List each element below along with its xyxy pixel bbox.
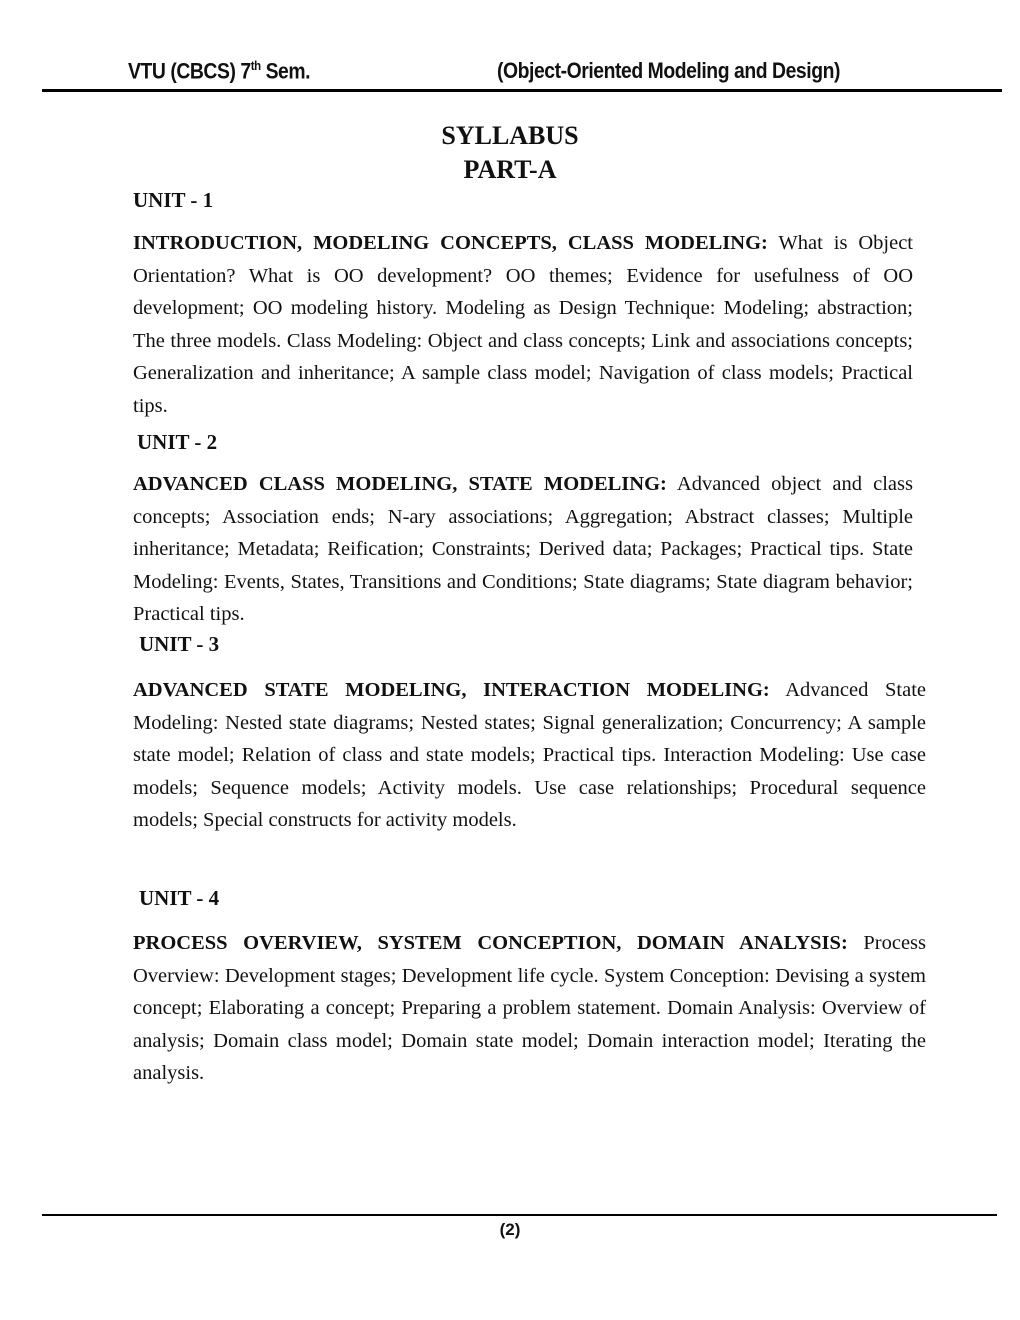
ordinal-suffix: th (250, 58, 261, 73)
unit-2-label: UNIT - 2 (137, 430, 218, 454)
unit-3-content (133, 674, 926, 837)
unit-2-content (133, 468, 913, 631)
semester-text: VTU (CBCS) 7 (128, 58, 251, 84)
unit-2-heading: ADVANCED CLASS MODELING, STATE MODELING: (133, 473, 667, 495)
unit-1-heading: INTRODUCTION, MODELING CONCEPTS, CLASS MODELING: (133, 232, 768, 254)
unit-4-heading: PROCESS OVERVIEW, SYSTEM CONCEPTION, DOMAIN ANALYSIS: (133, 932, 848, 954)
unit-2-body: Advanced object and class concepts; Association ends; N-ary associations; Aggregation; Abstract classes; Multiple inheritance; Metadata; Reification; Constraints; Derived data; Packages; Practical tips. State Modeling: Events, States, Transitions and Conditions; State diagrams; State diagram behavior; Practical tips. (133, 473, 913, 625)
syllabus-title: SYLLABUS (441, 121, 579, 150)
unit-4-label: UNIT - 4 (139, 886, 220, 910)
header-divider (42, 89, 1002, 92)
unit-1-label: UNIT - 1 (133, 188, 214, 212)
page-header (42, 58, 1002, 92)
unit-1-content (133, 227, 913, 422)
footer-divider (42, 1214, 997, 1216)
unit-1-body: What is Object Orientation? What is OO development? OO themes; Evidence for usefulness of OO development; OO modeling history. Modeling as Design Technique: Modeling; abstraction; The three models. Class Modeling: Object and class concepts; Link and associations concepts; Generalization and inheritance; A sample class model; Navigation of class models; Practical tips. (133, 232, 913, 417)
unit-4-body: Process Overview: Development stages; Development life cycle. System Conception: Devising a system concept; Elaborating a concept; Preparing a problem statement. Domain Analysis: Overview of analysis; Domain class model; Domain state model; Domain interaction model; Iterating the analysis. (133, 932, 927, 1084)
course-semester (128, 58, 310, 84)
unit-3-label: UNIT - 3 (139, 632, 220, 656)
part-title: PART-A (463, 155, 557, 184)
semester-suffix: Sem. (260, 58, 311, 84)
unit-4-content (133, 927, 926, 1090)
unit-3-heading: ADVANCED STATE MODELING, INTERACTION MODELING: (133, 679, 770, 701)
page-number: (2) (499, 1220, 521, 1239)
course-title: (Object-Oriented Modeling and Design) (497, 58, 840, 83)
unit-3-body: Advanced State Modeling: Nested state diagrams; Nested states; Signal generalization; Concurrency; A sample state model; Relation of class and state models; Practical tips. Interaction Modeling: Use case models; Sequence models; Activity models. Use case relationships; Procedural sequence models; Special constructs for activity models. (133, 679, 926, 831)
